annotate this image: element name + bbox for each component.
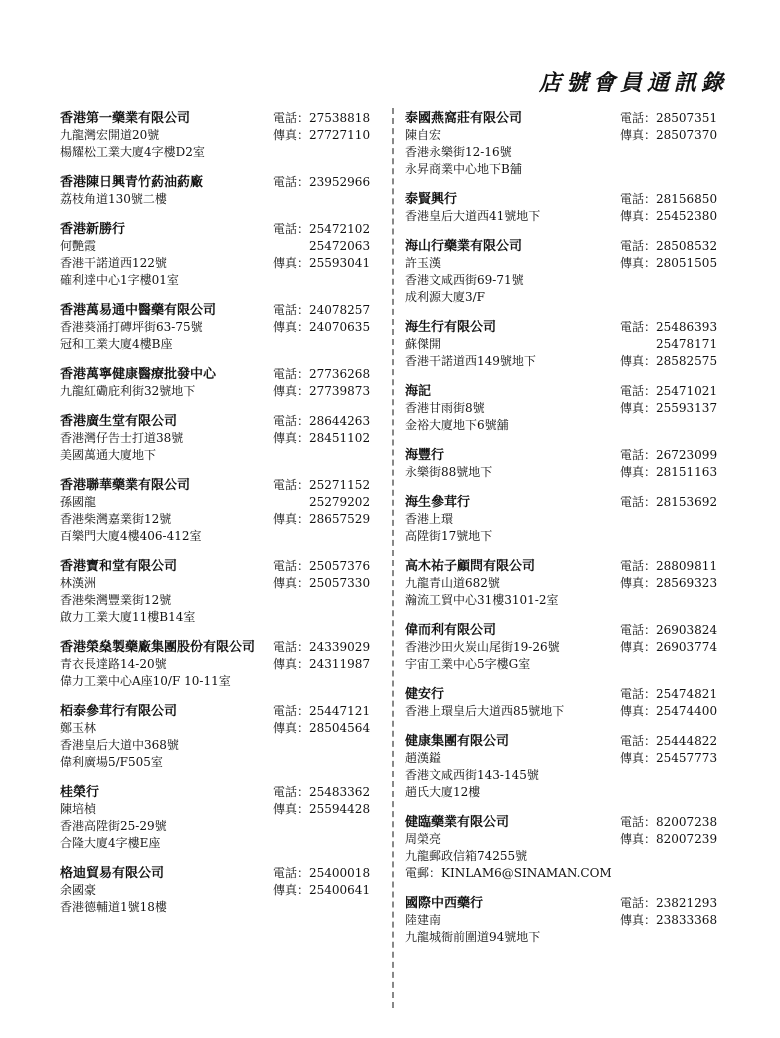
phone-number: 傳真：25593041: [273, 256, 371, 270]
contact-numbers: [620, 110, 717, 144]
address-line: 九龍青山道682號: [405, 576, 500, 590]
directory-entry: [60, 366, 380, 400]
directory-entry: [405, 895, 725, 946]
address-line: 永樂街88號地下: [405, 465, 493, 479]
address-line: 確利達中心1字樓01室: [60, 273, 179, 287]
phone-number: 電話：25271152: [273, 478, 371, 492]
company-name: 偉而利有限公司: [405, 623, 497, 638]
company-name: 海豐行: [405, 448, 445, 463]
company-name: 海山行藥業有限公司: [405, 239, 523, 254]
address-line: 香港文咸西街69-71號: [405, 273, 524, 287]
address-line: 陳自宏: [405, 128, 442, 142]
phone-number: 傳真：24070635: [273, 320, 371, 334]
phone-number: 電話：25474821: [620, 687, 718, 701]
phone-number: 電話：28507351: [620, 111, 718, 125]
contact-numbers: [620, 383, 717, 417]
phone-number: 傳真：28657529: [273, 512, 371, 526]
phone-number: 電話：82007238: [620, 815, 718, 829]
address-line: 瀚流工貿中心31樓3101-2室: [405, 593, 559, 607]
contact-numbers: [273, 302, 370, 336]
address-line: 香港甘雨街8號: [405, 401, 485, 415]
phone-number: 電話：25447121: [273, 704, 371, 718]
address-line: 九龍紅磡庇利街32號地下: [60, 384, 196, 398]
phone-number: 傳真：25400641: [273, 883, 371, 897]
address-line: 偉力工業中心A座10/F 10-11室: [60, 674, 231, 688]
address-line: 孫國龍: [60, 495, 97, 509]
company-name: 國際中西藥行: [405, 896, 484, 911]
phone-number: 電話：25471021: [620, 384, 718, 398]
phone-number: 電話：23821293: [620, 896, 718, 910]
phone-number: 傳真：23833368: [620, 913, 718, 927]
company-name: 香港聯華藥業有限公司: [60, 478, 191, 493]
phone-number: 電話：28156850: [620, 192, 718, 206]
right-column: [405, 110, 725, 959]
contact-numbers: [273, 413, 370, 447]
company-name: 海記: [405, 384, 432, 399]
phone-number: 電話：27538818: [273, 111, 371, 125]
phone-number: 電話：25400018: [273, 866, 371, 880]
address-line: 許玉漢: [405, 256, 442, 270]
phone-number: 電話：25486393: [620, 320, 718, 334]
phone-number: 傳真：28569323: [620, 576, 718, 590]
contact-numbers: [273, 221, 370, 272]
directory-entry: [60, 302, 380, 353]
company-name: 栢泰參茸行有限公司: [60, 704, 178, 719]
contact-numbers: [273, 174, 370, 191]
directory-entry: [60, 174, 380, 208]
phone-number: 電話：25057376: [273, 559, 371, 573]
contact-numbers: [620, 238, 717, 272]
company-name: 海生參茸行: [405, 495, 471, 510]
address-line: 香港干諾道西149號地下: [405, 354, 536, 368]
contact-numbers: [620, 686, 717, 720]
phone-number: 電話：28809811: [620, 559, 718, 573]
contact-numbers: [620, 622, 717, 656]
address-line: 趙漢鎰: [405, 751, 442, 765]
phone-number: 傳真：25057330: [273, 576, 371, 590]
directory-entry: [60, 221, 380, 289]
company-name: 泰賢興行: [405, 192, 458, 207]
address-line: 陳培楨: [60, 802, 97, 816]
company-name: 海生行有限公司: [405, 320, 497, 335]
directory-entry: [405, 191, 725, 225]
address-line: 香港皇后大道中368號: [60, 738, 179, 752]
company-name: 香港萬寧健康醫療批發中心: [60, 367, 217, 382]
address-line: 香港高陞街25-29號: [60, 819, 167, 833]
address-line: 九龍城衙前圍道94號地下: [405, 930, 541, 944]
company-name: 香港寶和堂有限公司: [60, 559, 178, 574]
address-line: 香港文咸西街143-145號: [405, 768, 539, 782]
directory-entry: [60, 639, 380, 690]
company-name: 香港榮燊製藥廠集團股份有限公司: [60, 640, 256, 655]
address-line: 香港德輔道1號18樓: [60, 900, 167, 914]
directory-entry: [405, 686, 725, 720]
phone-number: 電話：26723099: [620, 448, 718, 462]
address-line: 永昇商業中心地下B舖: [405, 162, 522, 176]
address-line: 余國豪: [60, 883, 97, 897]
directory-entry: [405, 558, 725, 609]
phone-number: 電話：25444822: [620, 734, 718, 748]
phone-number: 傳真：27727110: [273, 128, 371, 142]
phone-number: 傳真：25474400: [620, 704, 718, 718]
phone-number: 傳真：28051505: [620, 256, 718, 270]
address-line: 香港灣仔告士打道38號: [60, 431, 184, 445]
contact-numbers: [273, 558, 370, 592]
address-line: 周榮亮: [405, 832, 442, 846]
address-line: 成利源大廈3/F: [405, 290, 486, 304]
address-line: 美國萬通大廈地下: [60, 448, 157, 462]
address-line: 九龍郵政信箱74255號: [405, 849, 528, 863]
address-line: 香港上環皇后大道西85號地下: [405, 704, 565, 718]
address-line: 宇宙工業中心5字樓G室: [405, 657, 531, 671]
directory-entry: [405, 110, 725, 178]
company-name: 格迪貿易有限公司: [60, 866, 165, 881]
company-name: 香港廣生堂有限公司: [60, 414, 178, 429]
directory-entry: [405, 238, 725, 306]
phone-number: 25478171: [656, 337, 718, 351]
phone-number: 傳真：82007239: [620, 832, 718, 846]
phone-number: 傳真：28504564: [273, 721, 371, 735]
address-line: 九龍灣宏開道20號: [60, 128, 160, 142]
address-line: 香港皇后大道西41號地下: [405, 209, 541, 223]
address-line: 荔枝角道130號二樓: [60, 192, 167, 206]
directory-entry: [405, 494, 725, 545]
address-line: 香港永樂街12-16號: [405, 145, 512, 159]
phone-number: 電話：27736268: [273, 367, 371, 381]
company-name: 健安行: [405, 687, 445, 702]
contact-numbers: [273, 110, 370, 144]
phone-number: 25472063: [309, 239, 371, 253]
address-line: 冠和工業大廈4樓B座: [60, 337, 173, 351]
phone-number: 電話：25472102: [273, 222, 371, 236]
address-line: 林漢洲: [60, 576, 97, 590]
contact-numbers: [620, 814, 717, 848]
company-name: 健臨藥業有限公司: [405, 815, 510, 830]
company-name: 香港第一藥業有限公司: [60, 111, 191, 126]
left-column: [60, 110, 380, 929]
directory-entry: [405, 447, 725, 481]
contact-numbers: [620, 319, 717, 370]
phone-number: 傳真：25452380: [620, 209, 718, 223]
phone-number: 傳真：25593137: [620, 401, 718, 415]
directory-entry: [60, 110, 380, 161]
contact-numbers: [273, 639, 370, 673]
contact-numbers: [620, 191, 717, 225]
contact-numbers: [620, 447, 717, 481]
address-line: 香港上環: [405, 512, 454, 526]
company-name: 健康集團有限公司: [405, 734, 510, 749]
phone-number: 傳真：24311987: [273, 657, 371, 671]
company-name: 高木祐子顧問有限公司: [405, 559, 536, 574]
company-name: 香港萬易通中醫藥有限公司: [60, 303, 217, 318]
directory-entry: [405, 622, 725, 673]
directory-entry: [60, 477, 380, 545]
company-name: 泰國燕窩莊有限公司: [405, 111, 523, 126]
phone-number: 傳真：28151163: [620, 465, 718, 479]
phone-number: 傳真：26903774: [620, 640, 718, 654]
directory-entry: [60, 784, 380, 852]
address-line: 香港葵涌打磚坪街63-75號: [60, 320, 203, 334]
address-line: 金裕大廈地下6號舖: [405, 418, 509, 432]
phone-number: 電話：26903824: [620, 623, 718, 637]
address-line: 楊耀松工業大廈4字樓D2室: [60, 145, 205, 159]
address-line: 香港柴灣嘉業街12號: [60, 512, 172, 526]
directory-entry: [405, 814, 725, 882]
directory-entry: [60, 413, 380, 464]
phone-number: 傳真：25594428: [273, 802, 371, 816]
contact-numbers: [620, 895, 717, 929]
phone-number: 電話：25483362: [273, 785, 371, 799]
address-line: 蘇傑開: [405, 337, 442, 351]
phone-number: 電話：28644263: [273, 414, 371, 428]
address-line: 電郵：KINLAM6@SINAMAN.COM: [405, 866, 612, 880]
address-line: 香港柴灣豐業街12號: [60, 593, 172, 607]
page-title: 店號會員通訊錄: [538, 71, 728, 96]
directory-entry: [60, 865, 380, 916]
directory-entry: [60, 703, 380, 771]
address-line: 百樂門大廈4樓406-412室: [60, 529, 202, 543]
contact-numbers: [620, 494, 717, 511]
phone-number: 電話：28508532: [620, 239, 718, 253]
phone-number: 傳真：25457773: [620, 751, 718, 765]
company-name: 香港陳日興青竹葯油葯廠: [60, 175, 204, 190]
company-name: 香港新勝行: [60, 222, 126, 237]
address-line: 合隆大廈4字樓E座: [60, 836, 161, 850]
company-name: 桂榮行: [60, 785, 100, 800]
phone-number: 電話：24339029: [273, 640, 371, 654]
address-line: 趙氏大廈12樓: [405, 785, 481, 799]
directory-entry: [405, 383, 725, 434]
contact-numbers: [620, 733, 717, 767]
contact-numbers: [273, 784, 370, 818]
contact-numbers: [273, 703, 370, 737]
directory-entry: [60, 558, 380, 626]
address-line: 香港沙田火炭山尾街19-26號: [405, 640, 560, 654]
address-line: 青衣長達路14-20號: [60, 657, 167, 671]
directory-entry: [405, 733, 725, 801]
address-line: 香港干諾道西122號: [60, 256, 167, 270]
phone-number: 電話：24078257: [273, 303, 371, 317]
address-line: 何艷霞: [60, 239, 97, 253]
phone-number: 25279202: [309, 495, 371, 509]
phone-number: 電話：23952966: [273, 175, 371, 189]
contact-numbers: [620, 558, 717, 592]
contact-numbers: [273, 366, 370, 400]
address-line: 啟力工業大廈11樓B14室: [60, 610, 196, 624]
address-line: 高陞街17號地下: [405, 529, 493, 543]
address-line: 陸建南: [405, 913, 442, 927]
phone-number: 傳真：28451102: [273, 431, 371, 445]
column-divider: [392, 108, 394, 1008]
address-line: 鄭玉林: [60, 721, 97, 735]
address-line: 偉利廣場5/F505室: [60, 755, 163, 769]
contact-numbers: [273, 865, 370, 899]
phone-number: 電話：28153692: [620, 495, 718, 509]
contact-numbers: [273, 477, 370, 528]
directory-entry: [405, 319, 725, 370]
phone-number: 傳真：27739873: [273, 384, 371, 398]
phone-number: 傳真：28582575: [620, 354, 718, 368]
phone-number: 傳真：28507370: [620, 128, 718, 142]
